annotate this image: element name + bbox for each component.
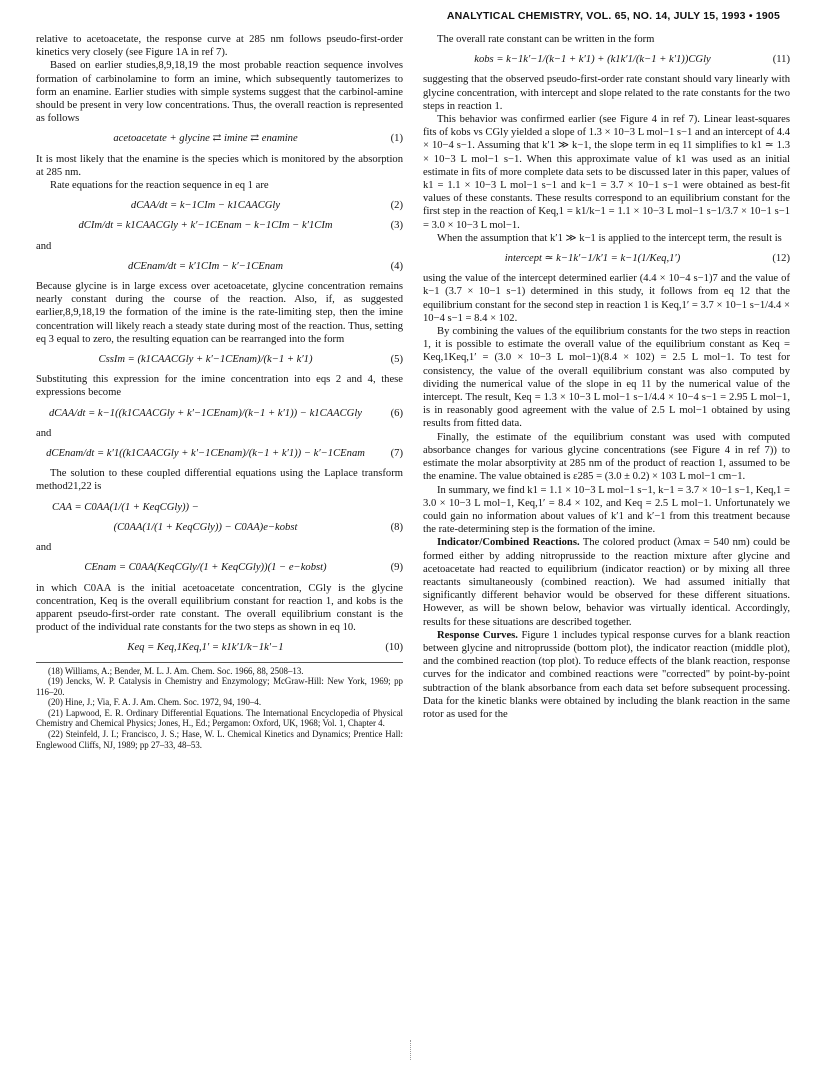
equation-body: dCAA/dt = k−1((k1CAACGly + k′−1CEnam)/(k−1 + k′1)) − k1CAACGly xyxy=(49,407,362,419)
section-heading: Response Curves. xyxy=(437,629,518,641)
paragraph xyxy=(423,536,790,628)
equation-body: CssIm = (k1CAACGly + k′−1CEnam)/(k−1 + k′1) xyxy=(98,354,313,366)
equation-number: (2) xyxy=(390,200,403,212)
equation-12 xyxy=(423,252,790,265)
equation-number: (4) xyxy=(390,260,403,272)
equation-8b xyxy=(36,521,403,534)
equation-1 xyxy=(36,132,403,145)
equation-4 xyxy=(36,260,403,273)
equation-number: (1) xyxy=(390,133,403,145)
equation-body: Keq = Keq,1Keq,1′ = k1k′1/k−1k′−1 xyxy=(127,642,284,654)
paragraph-text: The colored product (λmax = 540 nm) could be formed either by adding nitroprusside to the reaction mixture after glycine and acetoacetate had reacted to equilibrium (indicator reaction) or by mixing all three reactants simultaneously (combined reaction). We had assumed initially that significantly different behavior would be observed for these different situations. However, as will be shown below, behavior was virtually identical. Accordingly, results for these situations are described together. xyxy=(423,537,791,628)
paragraph xyxy=(423,629,790,721)
reference-item: (22) Steinfeld, J. I.; Francisco, J. S.; Hase, W. L. Chemical Kinetics and Dynamics; Prentice Hall: Englewood Cliffs, NJ, 1989; pp 27–33, 48–53. xyxy=(36,729,403,750)
paragraph: Because glycine is in large excess over acetoacetate, glycine concentration remains nearly constant during the course of the reaction. Also, if, as suggested earlier,8,9,18,19 the formation of the imine is the rate-limiting step, then the imine concentration will likely reach a steady state during most of the reaction. Thus, setting eq 3 equal to zero, the resulting equation can be rearranged into the form xyxy=(36,281,403,345)
equation-number: (8) xyxy=(390,521,403,533)
equation-body: dCAA/dt = k−1CIm − k1CAACGly xyxy=(130,200,281,212)
connector-text: and xyxy=(36,427,52,439)
paragraph: This behavior was confirmed earlier (see Figure 4 in ref 7). Linear least-squares fits of kobs vs CGly yielded a slope of 1.3 × 10−3 L mol−1 s−1 and an intercept of 4.4 × 10−4 s−1. Assuming that k′1 ≫ k−1, the slope term in eq 11 simplifies to k1 ≃ 1.3 × 10−3 L mol−1 s−1. When this approximate value of k1 was used as an initial estimate in fits of more complete data sets to be discussed later in this paper, values of k1 = 1.1 × 10−3 L mol−1 s−1 and k−1 = 3.7 × 10−1 s−1 were obtained as best-fit values of these constants. These results correspond to an equilibrium constant for the first step in the reaction of Keq,1 = k1/k−1 = 1.1 × 10−3 L mol−1 s−1/3.7 × 10−1 s−1 = 3.0 × 10−3 L mol−1. xyxy=(423,114,790,231)
equation-body: dCEnam/dt = k′1CIm − k′−1CEnam xyxy=(128,260,283,272)
running-header: ANALYTICAL CHEMISTRY, VOL. 65, NO. 14, JULY 15, 1993 • 1905 xyxy=(446,10,780,22)
equation-5 xyxy=(36,353,403,366)
equation-number: (6) xyxy=(390,407,403,419)
paragraph: Based on earlier studies,8,9,18,19 the most probable reaction sequence involves formation of carbinolamine to form an imine, which subsequently tautomerizes to form an enamine. Earlier studies with simple systems suggest that the carbinol-amine should be present in very low concentrations. Thus, the overall reaction is represented as follows xyxy=(36,60,403,125)
paragraph: When the assumption that k′1 ≫ k−1 is applied to the intercept term, the result is xyxy=(437,232,782,244)
equation-body: CEnam = C0AA(KeqCGly/(1 + KeqCGly))(1 − e−kobst) xyxy=(84,562,327,574)
left-column xyxy=(36,33,403,750)
equation-body: acetoacetate + glycine ⇄ imine ⇄ enamine xyxy=(113,133,298,145)
equation-2 xyxy=(36,199,403,212)
paragraph: The solution to these coupled differential equations using the Laplace transform method21,22 is xyxy=(36,468,403,493)
equation-8a xyxy=(36,501,403,514)
equation-number: (3) xyxy=(390,220,403,232)
paragraph: using the value of the intercept determined earlier (4.4 × 10−4 s−1)7 and the value of k−1 (3.7 × 10−1 s−1) determined in this study, it follows from eq 12 that the equilibrium constant for the second step in reaction 1 is Keq,1′ = 3.7 × 10−1 s−1/4.4 × 10−4 s−1 = 8.4 × 102. xyxy=(423,273,790,324)
connector-text: and xyxy=(36,240,52,252)
reference-item: (21) Lapwood, E. R. Ordinary Differential Equations. The International Encyclopedia of Physical Chemistry and Chemical Physics; Jones, H., Ed.; Pergamon: Oxford, UK, 1968; Vol. 1, Chapter 4. xyxy=(36,707,403,729)
reference-item: (20) Hine, J.; Via, F. A. J. Am. Chem. Soc. 1972, 94, 190–4. xyxy=(48,697,262,708)
paragraph: in which C0AA is the initial acetoacetate concentration, CGly is the glycine concentration, Keq is the overall equilibrium constant for reaction 1, and kobs is the apparent pseudo-first-order rate constant. The overall equilibrium constant is the product of the individual rate constants for the two steps as shown in eq 10. xyxy=(36,582,403,634)
paragraph: Finally, the estimate of the equilibrium constant was used with computed absorbance changes for various glycine concentrations (see Figure 4 in ref 7)) to estimate the molar absorptivity at 285 nm of the product of reaction 1, assumed to be the enamine. The value obtained is ε285 = (3.0 ± 0.2) × 103 L mol−1 cm−1. xyxy=(423,431,790,483)
equation-6 xyxy=(36,407,403,420)
equation-body: kobs = k−1k′−1/(k−1 + k′1) + (k1k′1/(k−1 + k′1))CGly xyxy=(474,54,711,66)
equation-10 xyxy=(36,641,403,654)
equation-9 xyxy=(36,561,403,574)
paragraph: In summary, we find k1 = 1.1 × 10−3 L mol−1 s−1, k−1 = 3.7 × 10−1 s−1, Keq,1 = 3.0 × 10−3 L mol−1, Keq,1′ = 8.4 × 102, and Keq = 2.5 L mol−1. Unfortunately we could gain no information about values of k′1 and k′−1 from this treatment because the rate-determining step is the formation of the imine. xyxy=(423,484,790,536)
equation-body: intercept ≃ k−1k′−1/k′1 = k−1(1/Keq,1′) xyxy=(504,253,681,265)
equation-11 xyxy=(423,53,790,66)
equation-number: (5) xyxy=(390,354,403,366)
paragraph: Rate equations for the reaction sequence in eq 1 are xyxy=(50,180,269,192)
equation-number: (11) xyxy=(772,54,790,66)
paragraph-text: Figure 1 includes typical response curves for a blank reaction between glycine and nitroprusside (bottom plot), the indicator reaction (middle plot), and the combined reaction (top plot). To reduce effects of the blank reaction, response curves for the indicator and combined reactions were "corrected" by point-by-point subtraction of the blank absorbance from each data set before subsequent processing. Data for the kinetic blanks were obtained by including the blank reaction in the same rotor as used for the xyxy=(423,629,791,720)
section-heading: Indicator/Combined Reactions. xyxy=(437,537,580,549)
equation-body: CAA = C0AA(1/(1 + KeqCGly)) − xyxy=(52,501,199,513)
paragraph: suggesting that the observed pseudo-first-order rate constant should vary linearly with glycine concentration, with intercept and slope related to the rate constants for the two steps in reaction 1. xyxy=(423,74,790,112)
paragraph: Substituting this expression for the imine concentration into eqs 2 and 4, these expressions become xyxy=(36,374,403,399)
equation-body: dCEnam/dt = k′1((k1CAACGly + k′−1CEnam)/(k−1 + k′1)) − k′−1CEnam xyxy=(46,448,365,460)
right-column xyxy=(423,33,790,721)
paragraph: relative to acetoacetate, the response curve at 285 nm follows pseudo-first-order kinetics very closely (see Figure 1A in ref 7). xyxy=(36,34,403,59)
references xyxy=(36,662,403,751)
reference-item: (18) Williams, A.; Bender, M. L. J. Am. Chem. Soc. 1966, 88, 2508–13. xyxy=(48,665,304,676)
connector-text: and xyxy=(36,542,52,554)
equation-3 xyxy=(36,219,403,232)
paragraph: By combining the values of the equilibrium constants for the two steps in reaction 1, it is possible to estimate the overall value of the equilibrium constant as Keq = Keq,1Keq,1′ = (3.0 × 10−3 L mol−1)(8.4 × 102) = 2.5 L mol−1. To test for consistency, the value of the overall equilibrium constant was also computed by dividing the numerical value of the slope in eq 11 by the numerical value of the intercept. The result, Keq = 1.3 × 10−3 L mol−1 s−1/4.4 × 10−4 s−1 = 2.95 L mol−1, is in reasonably good agreement with the value of 2.5 L mol−1 obtained by using results from fitted data. xyxy=(423,326,790,430)
gutter-mark xyxy=(410,1040,412,1060)
equation-number: (10) xyxy=(385,642,403,654)
paragraph: The overall rate constant can be written in the form xyxy=(437,34,655,45)
equation-body: dCIm/dt = k1CAACGly + k′−1CEnam − k−1CIm − k′1CIm xyxy=(78,220,333,232)
reference-item: (19) Jencks, W. P. Catalysis in Chemistry and Enzymology; McGraw-Hill: New York, 1969; pp 116–20. xyxy=(36,676,403,697)
equation-body: (C0AA(1/(1 + KeqCGly)) − C0AA)e−kobst xyxy=(113,521,298,533)
equation-number: (9) xyxy=(390,562,403,574)
equation-7 xyxy=(36,447,403,460)
equation-number: (12) xyxy=(772,253,790,265)
paragraph: It is most likely that the enamine is the species which is monitored by the absorption at 285 nm. xyxy=(36,153,403,178)
equation-number: (7) xyxy=(390,448,403,460)
